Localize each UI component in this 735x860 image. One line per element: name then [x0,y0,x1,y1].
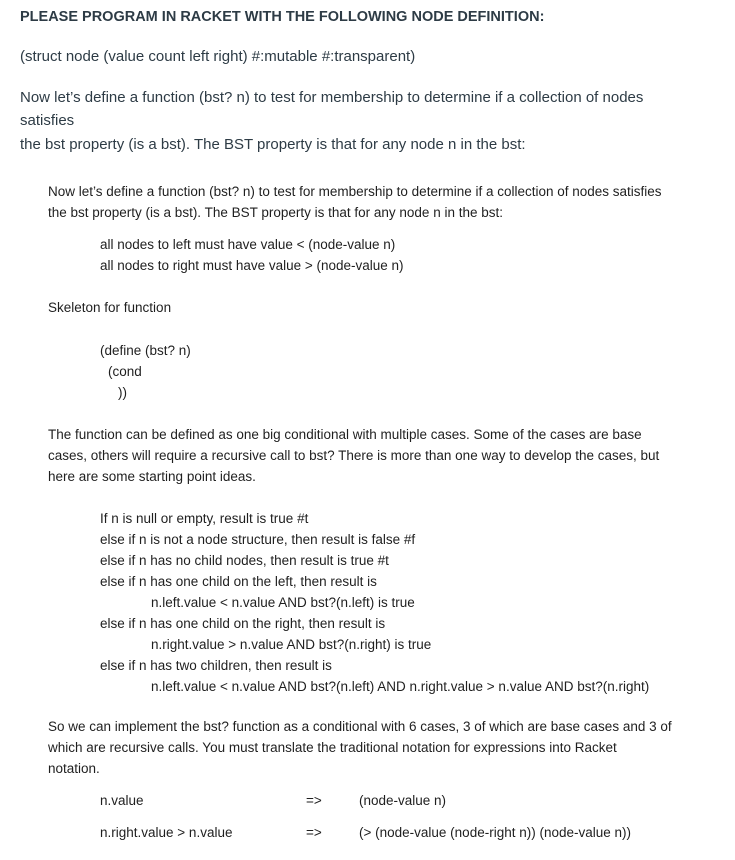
intro-line: Now let’s define a function (bst? n) to test for membership to determine if a collection of nodes [20,89,644,106]
skeleton-label: Skeleton for function [48,300,172,315]
paragraph-line: the bst property (is a bst). The BST property is that for any node n in the bst: [48,205,503,220]
case-line: else if n has one child on the right, then result is [100,616,386,631]
case-line: else if n is not a node structure, then result is false #f [100,532,416,547]
paragraph-line: here are some starting point ideas. [48,469,256,484]
case-line: else if n has no child nodes, then result is true #t [100,553,389,568]
intro-line: the bst property (is a bst). The BST property is that for any node n in the bst: [20,136,526,153]
code-line: (define (bst? n) [100,343,191,358]
code-line: )) [118,385,127,400]
arrow-icon: => [306,825,322,840]
paragraph-line: The function can be defined as one big conditional with multiple cases. Some of the cases are base [48,427,642,442]
bst-rule-left: all nodes to left must have value < (node-value n) [100,237,396,252]
paragraph-line: So we can implement the bst? function as a conditional with 6 cases, 3 of which are base cases and 3 of [48,719,672,734]
paragraph-line: which are recursive calls. You must translate the traditional notation for expressions into Racket [48,740,617,755]
case-detail: n.left.value < n.value AND bst?(n.left) is true [151,595,415,610]
racket-notation: (node-value n) [359,793,447,808]
case-line: else if n has one child on the left, then result is [100,574,377,589]
intro-line: satisfies [20,112,75,129]
case-line: else if n has two children, then result is [100,658,332,673]
paragraph-line: notation. [48,761,100,776]
case-line: If n is null or empty, result is true #t [100,511,309,526]
struct-definition: (struct node (value count left right) #:mutable #:transparent) [20,48,416,65]
arrow-icon: => [306,793,322,808]
case-detail: n.left.value < n.value AND bst?(n.left) AND n.right.value > n.value AND bst?(n.right) [151,679,650,694]
racket-notation: (> (node-value (node-right n)) (node-value n)) [359,825,632,840]
bst-rule-right: all nodes to right must have value > (node-value n) [100,258,404,273]
code-line: (cond [108,364,142,379]
paragraph-line: Now let’s define a function (bst? n) to test for membership to determine if a collection of nodes satisfies [48,184,662,199]
page-title: PLEASE PROGRAM IN RACKET WITH THE FOLLOWING NODE DEFINITION: [20,9,545,25]
traditional-notation: n.right.value > n.value [100,825,233,840]
case-detail: n.right.value > n.value AND bst?(n.right) is true [151,637,432,652]
traditional-notation: n.value [100,793,144,808]
paragraph-line: cases, others will require a recursive call to bst? There is more than one way to develop the cases, but [48,448,660,463]
